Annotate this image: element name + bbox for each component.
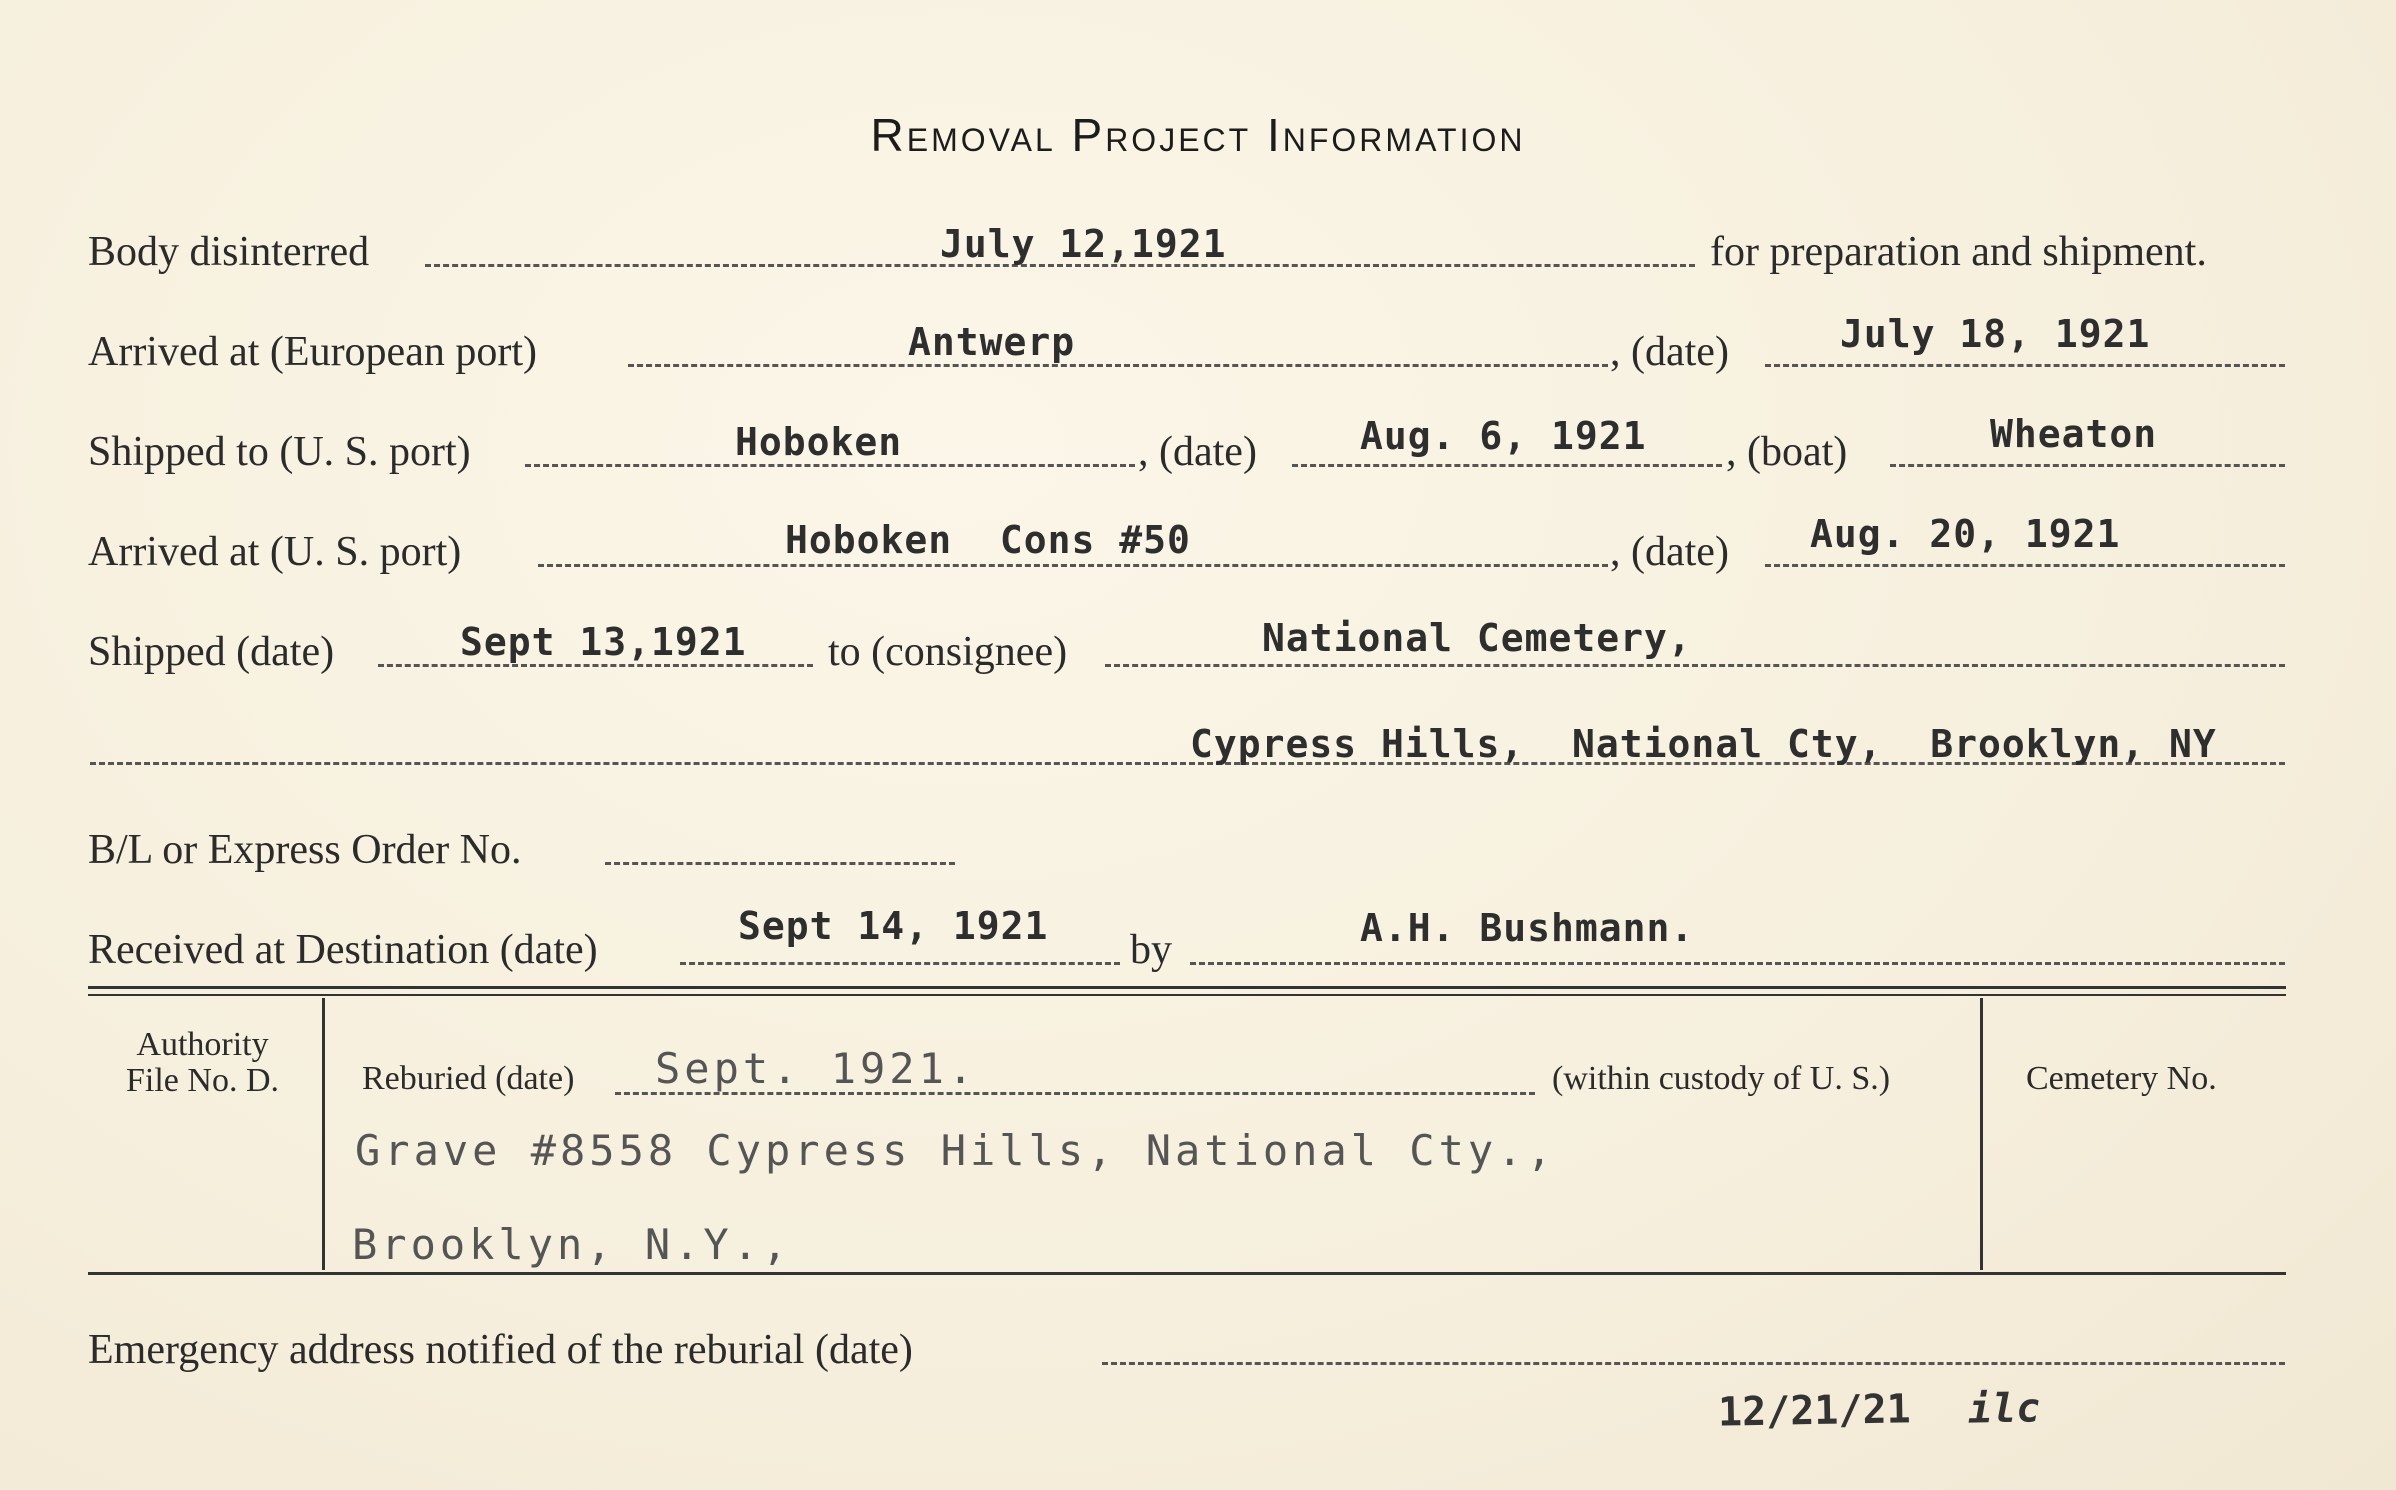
box-divider-right [1980, 998, 1983, 1270]
file-no-label: File No. D. [126, 1062, 279, 1099]
box-top-rule [88, 986, 2286, 989]
shipped-us-date-line [1292, 464, 1722, 467]
reburied-city-line: Brooklyn, N.Y., [352, 1220, 792, 1269]
arrived-us-port: Hoboken Cons #50 [785, 518, 1191, 562]
shipped-us-port: Hoboken [735, 420, 903, 464]
arrived-european-label: Arrived at (European port) [88, 329, 537, 375]
authority-label: Authority [136, 1026, 269, 1063]
body-disinterred-suffix: for preparation and shipment. [1710, 229, 2207, 275]
bl-order-line [605, 862, 955, 865]
arrived-us-date-label: , (date) [1610, 529, 1729, 575]
received-by-label: by [1130, 927, 1172, 973]
emergency-label: Emergency address notified of the reburial (date) [88, 1327, 913, 1373]
consignee-line-1 [1105, 664, 2285, 667]
shipped-us-date-label: , (date) [1138, 429, 1257, 475]
shipped-date-label: Shipped (date) [88, 629, 335, 675]
arrived-us-label: Arrived at (U. S. port) [88, 529, 462, 575]
received-label: Received at Destination (date) [88, 927, 598, 973]
consignee-value-1: National Cemetery, [1262, 616, 1692, 660]
received-date-line [680, 962, 1120, 965]
emergency-line [1102, 1362, 2285, 1365]
reburied-label: Reburied (date) [362, 1060, 575, 1097]
reburied-date: Sept. 1921. [655, 1044, 978, 1093]
bl-order-label: B/L or Express Order No. [88, 827, 522, 873]
footer-date: 12/21/21 [1717, 1386, 1912, 1436]
arrived-european-date-label: , (date) [1610, 329, 1729, 375]
shipped-date-line [378, 664, 813, 667]
consignee-value-2: Cypress Hills, National Cty, Brooklyn, NY [1190, 722, 2217, 766]
arrived-european-port: Antwerp [908, 320, 1076, 364]
arrived-us-port-line [538, 564, 1608, 567]
box-divider-left [322, 998, 325, 1270]
box-bottom-rule [88, 1272, 2286, 1275]
received-by-line [1190, 962, 2285, 965]
received-date: Sept 14, 1921 [738, 904, 1049, 948]
cemetery-no-label: Cemetery No. [2026, 1060, 2217, 1097]
arrived-european-date-line [1765, 364, 2285, 367]
shipped-us-label: Shipped to (U. S. port) [88, 429, 471, 475]
body-disinterred-value: July 12,1921 [940, 222, 1227, 266]
box-top-rule-inner [88, 994, 2286, 996]
arrived-us-date-line [1765, 564, 2285, 567]
consignee-label: to (consignee) [828, 629, 1068, 675]
shipped-us-boat-label: , (boat) [1726, 429, 1848, 475]
custody-label: (within custody of U. S.) [1552, 1060, 1891, 1097]
page-title: Removal Project Information [870, 109, 1526, 161]
shipped-us-port-line [525, 464, 1135, 467]
shipped-us-boat-line [1890, 464, 2285, 467]
received-by: A.H. Bushmann. [1360, 906, 1695, 950]
footer-initials: ilc [1967, 1385, 2041, 1433]
arrived-european-port-line [628, 364, 1608, 367]
shipped-us-date: Aug. 6, 1921 [1360, 414, 1647, 458]
shipped-date: Sept 13,1921 [460, 620, 747, 664]
arrived-european-date: July 18, 1921 [1840, 312, 2151, 356]
arrived-us-date: Aug. 20, 1921 [1810, 512, 2121, 556]
body-disinterred-label: Body disinterred [88, 229, 370, 275]
shipped-us-boat: Wheaton [1990, 412, 2158, 456]
reburied-grave-line: Grave #8558 Cypress Hills, National Cty., [355, 1126, 1556, 1175]
